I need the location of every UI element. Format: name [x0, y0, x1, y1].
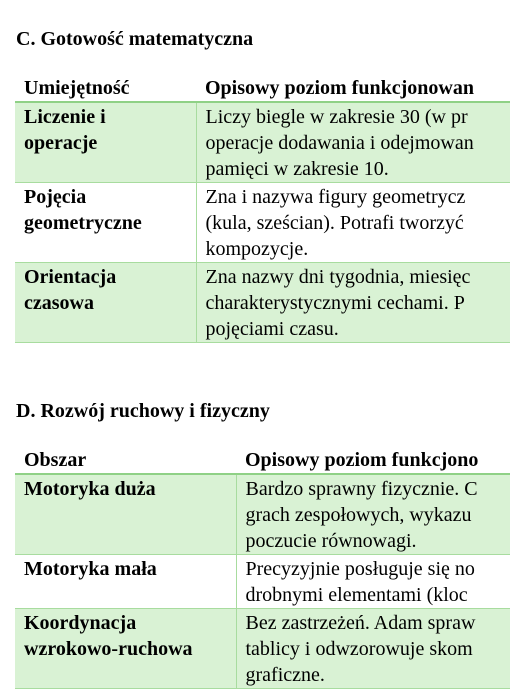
description-line: graficzne.	[246, 662, 510, 688]
table-header-row	[15, 446, 510, 474]
description-line: Precyzyjnie posługuje się no	[246, 556, 510, 582]
row-label-line: Liczenie i	[24, 104, 187, 130]
description-line: tablicy i odwzorowuje skom	[246, 636, 510, 662]
row-description-cell	[236, 555, 510, 609]
description-line: pamięci w zakresie 10.	[206, 156, 510, 182]
description-line: Bez zastrzeżeń. Adam spraw	[246, 610, 510, 636]
row-description-cell	[236, 474, 510, 555]
description-line: Liczy biegle w zakresie 30 (w pr	[206, 104, 510, 130]
row-label-line: Koordynacja	[24, 610, 227, 636]
description-line: kompozycje.	[206, 236, 510, 262]
row-label-line: Motoryka mała	[24, 556, 227, 582]
column-header-area: Obszar	[15, 446, 236, 474]
row-description-cell	[196, 263, 510, 343]
table-row	[15, 263, 510, 343]
row-label-line: wzrokowo-ruchowa	[24, 636, 227, 662]
row-label-line: Motoryka duża	[24, 476, 227, 502]
row-label-line: Pojęcia	[24, 184, 187, 210]
description-line: operacje dodawania i odejmowan	[206, 130, 510, 156]
row-label-cell	[15, 555, 236, 609]
row-label-line: czasowa	[24, 290, 187, 316]
description-line: Zna nazwy dni tygodnia, miesięc	[206, 264, 510, 290]
description-line: Zna i nazywa figury geometrycz	[206, 184, 510, 210]
row-label-cell	[15, 102, 196, 183]
row-label-cell	[15, 609, 236, 689]
section-title-mathematical-readiness: C. Gotowość matematyczna	[16, 27, 253, 51]
row-label-line: Orientacja	[24, 264, 187, 290]
row-label-line: geometryczne	[24, 210, 187, 236]
table-row	[15, 555, 510, 609]
table-row	[15, 474, 510, 555]
row-description-cell	[196, 183, 510, 263]
mathematical-readiness-table	[15, 74, 510, 343]
description-line: poczucie równowagi.	[246, 528, 510, 554]
column-header-description: Opisowy poziom funkcjonowan	[196, 74, 510, 102]
description-line: drobnymi elementami (kloc	[246, 582, 510, 608]
table-row	[15, 183, 510, 263]
table-header-row	[15, 74, 510, 102]
description-line: Bardzo sprawny fizycznie. C	[246, 476, 510, 502]
motor-development-table	[15, 446, 510, 689]
row-description-cell	[236, 609, 510, 689]
description-line: (kula, sześcian). Potrafi tworzyć	[206, 210, 510, 236]
description-line: pojęciami czasu.	[206, 316, 510, 342]
column-header-description: Opisowy poziom funkcjono	[236, 446, 510, 474]
table-row	[15, 609, 510, 689]
row-label-cell	[15, 263, 196, 343]
row-label-line: operacje	[24, 130, 187, 156]
section-title-motor-development: D. Rozwój ruchowy i fizyczny	[16, 399, 270, 423]
table-row	[15, 102, 510, 183]
description-line: grach zespołowych, wykazu	[246, 502, 510, 528]
row-description-cell	[196, 102, 510, 183]
column-header-skill: Umiejętność	[15, 74, 196, 102]
row-label-cell	[15, 183, 196, 263]
row-label-cell	[15, 474, 236, 555]
description-line: charakterystycznymi cechami. P	[206, 290, 510, 316]
